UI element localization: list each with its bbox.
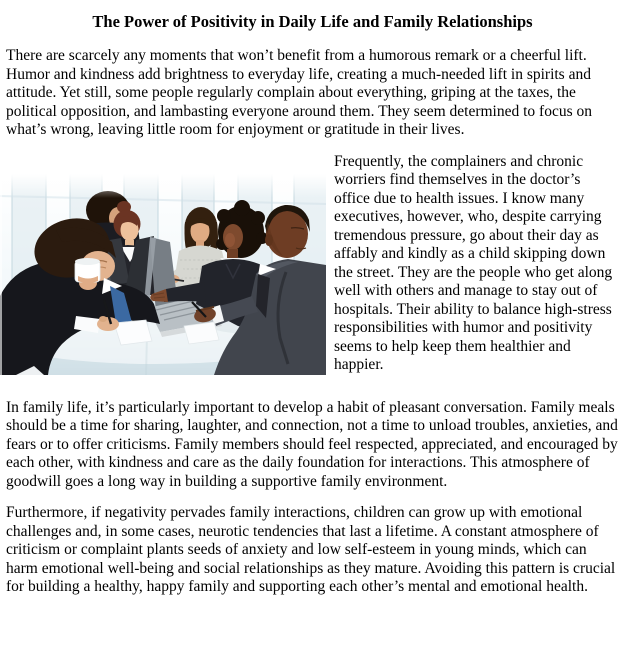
- photo-top-fade: [0, 174, 326, 198]
- business-meeting-photo: [0, 174, 326, 375]
- photo-left-fade: [0, 174, 2, 375]
- notepad: [114, 320, 152, 345]
- paper-sheet: [184, 322, 219, 344]
- meeting-photo-illustration: [0, 174, 326, 375]
- paragraph-executives: Frequently, the complainers and chronic worriers find themselves in the doctor’s office due to health issues. I know many executives, however, who, despite carrying tremendous pressure, go about their day as affably and kindly as a child skipping down the street. They are the people who get along well with others and manage to stay out of hospitals. Their ability to balance high-stress responsibilities with humor and positivity seems to help keep them healthier and happier.: [334, 152, 613, 373]
- paragraph-family-life: In family life, it’s particularly important to develop a habit of pleasant conversation. Family meals should be a time for sharing, laughter, and connection, not a time to unload troubles, anxieties, and fears or to offer criticisms. Family members should feel respected, appreciated, and encouraged by each other, with kindness and care as the daily foundation for interactions. This atmosphere of goodwill goes a long way in building a supportive family environment.: [6, 398, 618, 490]
- paragraph-with-photo: [6, 153, 619, 375]
- paragraph-negativity: Furthermore, if negativity pervades family interactions, children can grow up with emotional challenges and, in some cases, neurotic tendencies that last a lifetime. A constant atmosphere of criticism or complaint plants seeds of anxiety and low self-esteem in young minds, which can harm emotional well-being and social relationships as they mature. Avoiding this pattern is crucial for building a healthy, happy family and supporting each other’s mental and emotional health.: [6, 504, 616, 595]
- page-title: The Power of Positivity in Daily Life and Family Relationships: [92, 12, 533, 31]
- paragraph-intro: There are scarcely any moments that won’t benefit from a humorous remark or a cheerful lift. Humor and kindness add brightness to everyday life, creating a much-needed lift in spirits and attitude. Yet still, some people regularly complain about everything, griping at the taxes, the political opposition, and lambasting everyone around them. They seem determined to focus on what’s wrong, leaving little room for enjoyment or gratitude in their lives.: [6, 47, 592, 138]
- document-page: [0, 12, 625, 597]
